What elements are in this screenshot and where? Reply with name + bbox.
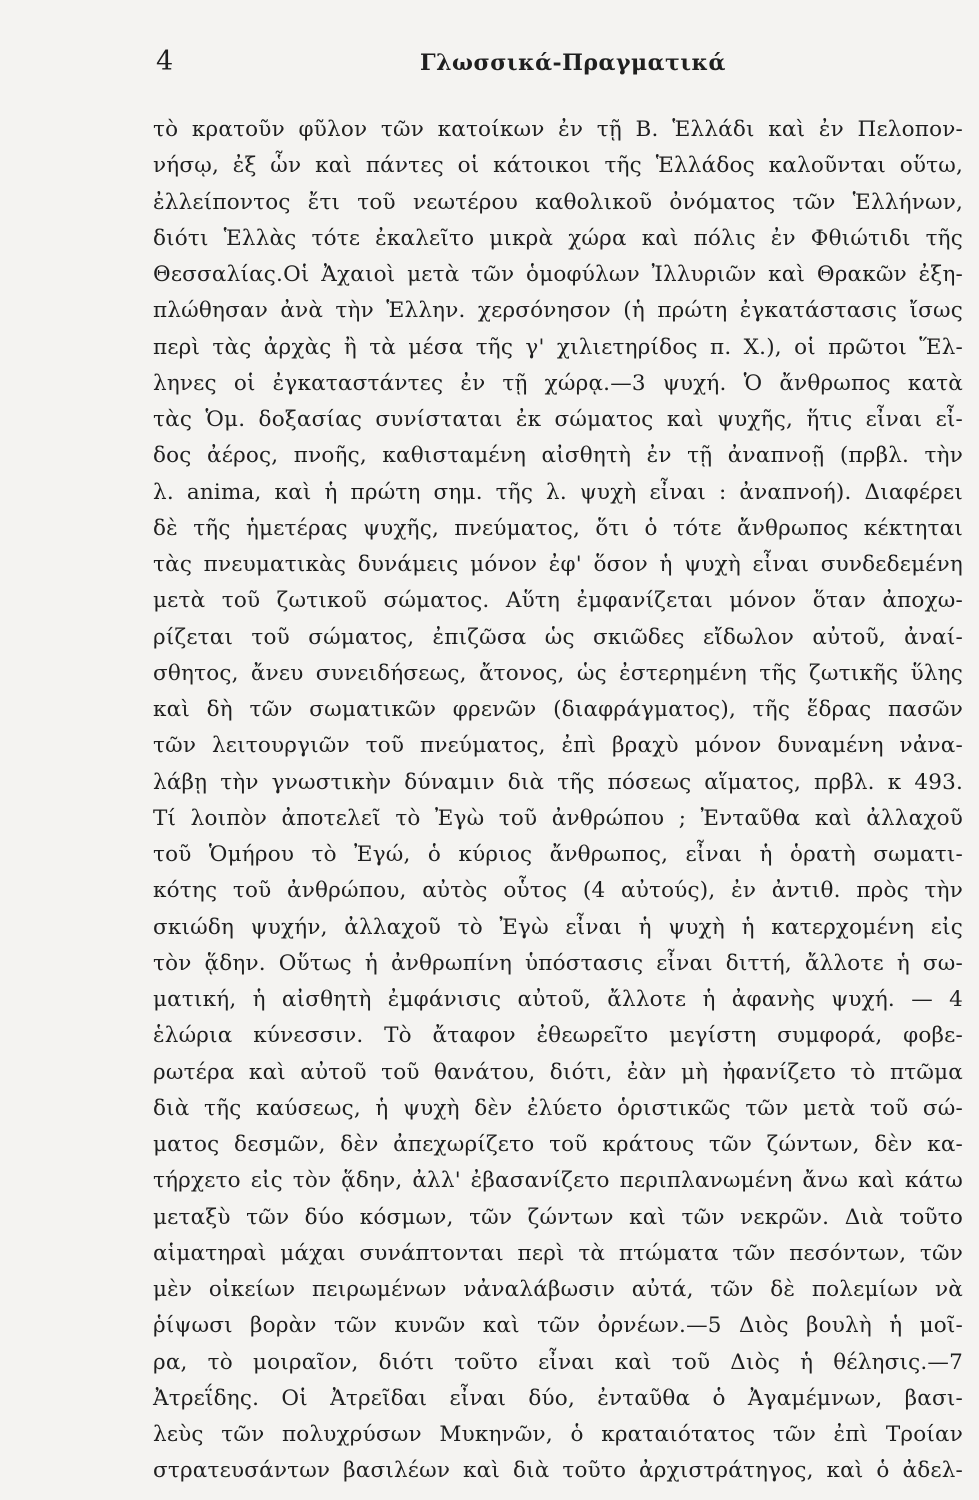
text-line: ρα, τὸ μοιραῖον, διότι τοῦτο εἶναι καὶ τοῦ Διὸς ἡ θέλησις.—7	[153, 1349, 963, 1375]
text-line: Θεσσαλίας.Οἱ Ἀχαιοὶ μετὰ τῶν ὁμοφύλων Ἰλλυριῶν καὶ Θρακῶν ἐξη-	[153, 262, 963, 287]
text-line: καὶ δὴ τῶν σωματικῶν φρενῶν (διαφράγματος), τῆς ἕδρας πασῶν	[153, 697, 963, 722]
text-line: ἐλλείποντος ἔτι τοῦ νεωτέρου καθολικοῦ ὀνόματος τῶν Ἑλλήνων,	[153, 189, 963, 215]
text-line: τήρχετο εἰς τὸν ᾅδην, ἀλλ' ἐβασανίζετο περιπλανωμένη ἄνω καὶ κάτω	[153, 1168, 963, 1194]
text-line: ματική, ἡ αἰσθητὴ ἐμφάνισις αὐτοῦ, ἄλλοτε ἡ ἀφανὴς ψυχή. — 4	[153, 987, 963, 1012]
text-line: λεὺς τῶν πολυχρύσων Μυκηνῶν, ὁ κραταιότατος τῶν ἐπὶ Τροίαν	[153, 1422, 963, 1447]
text-line: τὸ κρατοῦν φῦλον τῶν κατοίκων ἐν τῇ Β. Ἑλλάδι καὶ ἐν Πελοπον-	[153, 117, 963, 142]
text-line: κότης τοῦ ἀνθρώπου, αὐτὸς οὗτος (4 αὐτούς), ἐν ἀντιθ. πρὸς τὴν	[153, 878, 963, 904]
text-line: λ. anima, καὶ ἡ πρώτη σημ. τῆς λ. ψυχὴ εἶναι : ἀναπνοή). Διαφέρει	[153, 479, 963, 505]
text-line: τῶν λειτουργιῶν τοῦ πνεύματος, ἐπὶ βραχὺ μόνον δυναμένη νἀνα-	[153, 733, 963, 759]
commentary-text	[153, 112, 963, 1490]
text-line: περὶ τὰς ἀρχὰς ἢ τὰ μέσα τῆς γ' χιλιετηρίδος π. Χ.), οἱ πρῶτοι Ἕλ-	[153, 334, 963, 360]
text-line: δὲ τῆς ἡμετέρας ψυχῆς, πνεύματος, ὅτι ὁ τότε ἄνθρωπος κέκτηται	[153, 515, 963, 541]
text-line: διὰ τῆς καύσεως, ἡ ψυχὴ δὲν ἐλύετο ὁριστικῶς τῶν μετὰ τοῦ σώ-	[153, 1095, 963, 1121]
text-line: ματος δεσμῶν, δὲν ἀπεχωρίζετο τοῦ κράτους τῶν ζώντων, δὲν κα-	[153, 1132, 963, 1157]
text-line: αἱματηραὶ μάχαι συνάπτονται περὶ τὰ πτώματα τῶν πεσόντων, τῶν	[153, 1240, 963, 1266]
text-line: ῥίψωσι βορὰν τῶν κυνῶν καὶ τῶν ὀρνέων.—5 Διὸς βουλὴ ἡ μοῖ-	[153, 1313, 963, 1339]
text-line: μὲν οἰκείων πειρωμένων νἀναλάβωσιν αὐτά, τῶν δὲ πολεμίων νὰ	[153, 1277, 963, 1302]
text-line: τὰς πνευματικὰς δυνάμεις μόνον ἐφ' ὅσον ἡ ψυχὴ εἶναι συνδεδεμένη	[153, 552, 963, 577]
text-line: διότι Ἑλλὰς τότε ἐκαλεῖτο μικρὰ χώρα καὶ πόλις ἐν Φθιώτιδι τῆς	[153, 225, 963, 251]
text-line: νήσῳ, ἐξ ὧν καὶ πάντες οἱ κάτοικοι τῆς Ἑλλάδος καλοῦνται οὕτω,	[153, 153, 963, 179]
text-line: ἑλώρια κύνεσσιν. Τὸ ἄταφον ἐθεωρεῖτο μεγίστη συμφορά, φοβε-	[153, 1023, 963, 1049]
text-line: Ἀτρεΐδης. Οἱ Ἀτρεῖδαι εἶναι δύο, ἐνταῦθα ὁ Ἀγαμέμνων, βασι-	[153, 1385, 963, 1411]
text-line: Τί λοιπὸν ἀποτελεῖ τὸ Ἐγὼ τοῦ ἀνθρώπου ; Ἐνταῦθα καὶ ἀλλαχοῦ	[153, 805, 963, 831]
text-line: σθητος, ἄνευ συνειδήσεως, ἄτονος, ὡς ἐστερημένη τῆς ζωτικῆς ὕλης	[153, 660, 963, 686]
text-line: πλώθησαν ἀνὰ τὴν Ἑλλην. χερσόνησον (ἡ πρώτη ἐγκατάστασις ἴσως	[153, 298, 963, 324]
text-line: μετὰ τοῦ ζωτικοῦ σώματος. Αὕτη ἐμφανίζεται μόνον ὅταν ἀποχω-	[153, 588, 963, 614]
page-number: 4	[156, 46, 174, 77]
text-line: σκιώδη ψυχήν, ἀλλαχοῦ τὸ Ἐγὼ εἶναι ἡ ψυχὴ ἡ κατερχομένη εἰς	[153, 914, 963, 940]
text-line: ληνες οἱ ἐγκαταστάντες ἐν τῇ χώρᾳ.—3 ψυχή. Ὁ ἄνθρωπος κατὰ	[153, 370, 963, 396]
text-line: λάβῃ τὴν γνωστικὴν δύναμιν διὰ τῆς πόσεως αἵματος, πρβλ. κ 493.	[153, 769, 963, 795]
text-line: τὰς Ὁμ. δοξασίας συνίσταται ἐκ σώματος καὶ ψυχῆς, ἥτις εἶναι εἶ-	[153, 407, 963, 432]
text-line: τὸν ᾅδην. Οὕτως ἡ ἀνθρωπίνη ὑπόστασις εἶναι διττή, ἄλλοτε ἡ σω-	[153, 950, 963, 976]
text-line: δος ἀέρος, πνοῆς, καθισταμένη αἰσθητὴ ἐν τῇ ἀναπνοῇ (πρβλ. τὴν	[153, 443, 963, 469]
text-line: ρωτέρα καὶ αὐτοῦ τοῦ θανάτου, διότι, ἐὰν μὴ ἠφανίζετο τὸ πτῶμα	[153, 1059, 963, 1085]
page-header	[150, 46, 925, 86]
running-title: Γλωσσικά-Πραγματικά	[420, 50, 726, 76]
text-line: ρίζεται τοῦ σώματος, ἐπιζῶσα ὡς σκιῶδες εἴδωλον αὐτοῦ, ἀναί-	[153, 624, 963, 650]
text-line: μεταξὺ τῶν δύο κόσμων, τῶν ζώντων καὶ τῶν νεκρῶν. Διὰ τοῦτο	[153, 1204, 963, 1230]
text-line: στρατευσάντων βασιλέων καὶ διὰ τοῦτο ἀρχιστράτηγος, καὶ ὁ ἀδελ-	[153, 1458, 963, 1484]
text-line: τοῦ Ὁμήρου τὸ Ἐγώ, ὁ κύριος ἄνθρωπος, εἶναι ἡ ὁρατὴ σωματι-	[153, 842, 963, 867]
